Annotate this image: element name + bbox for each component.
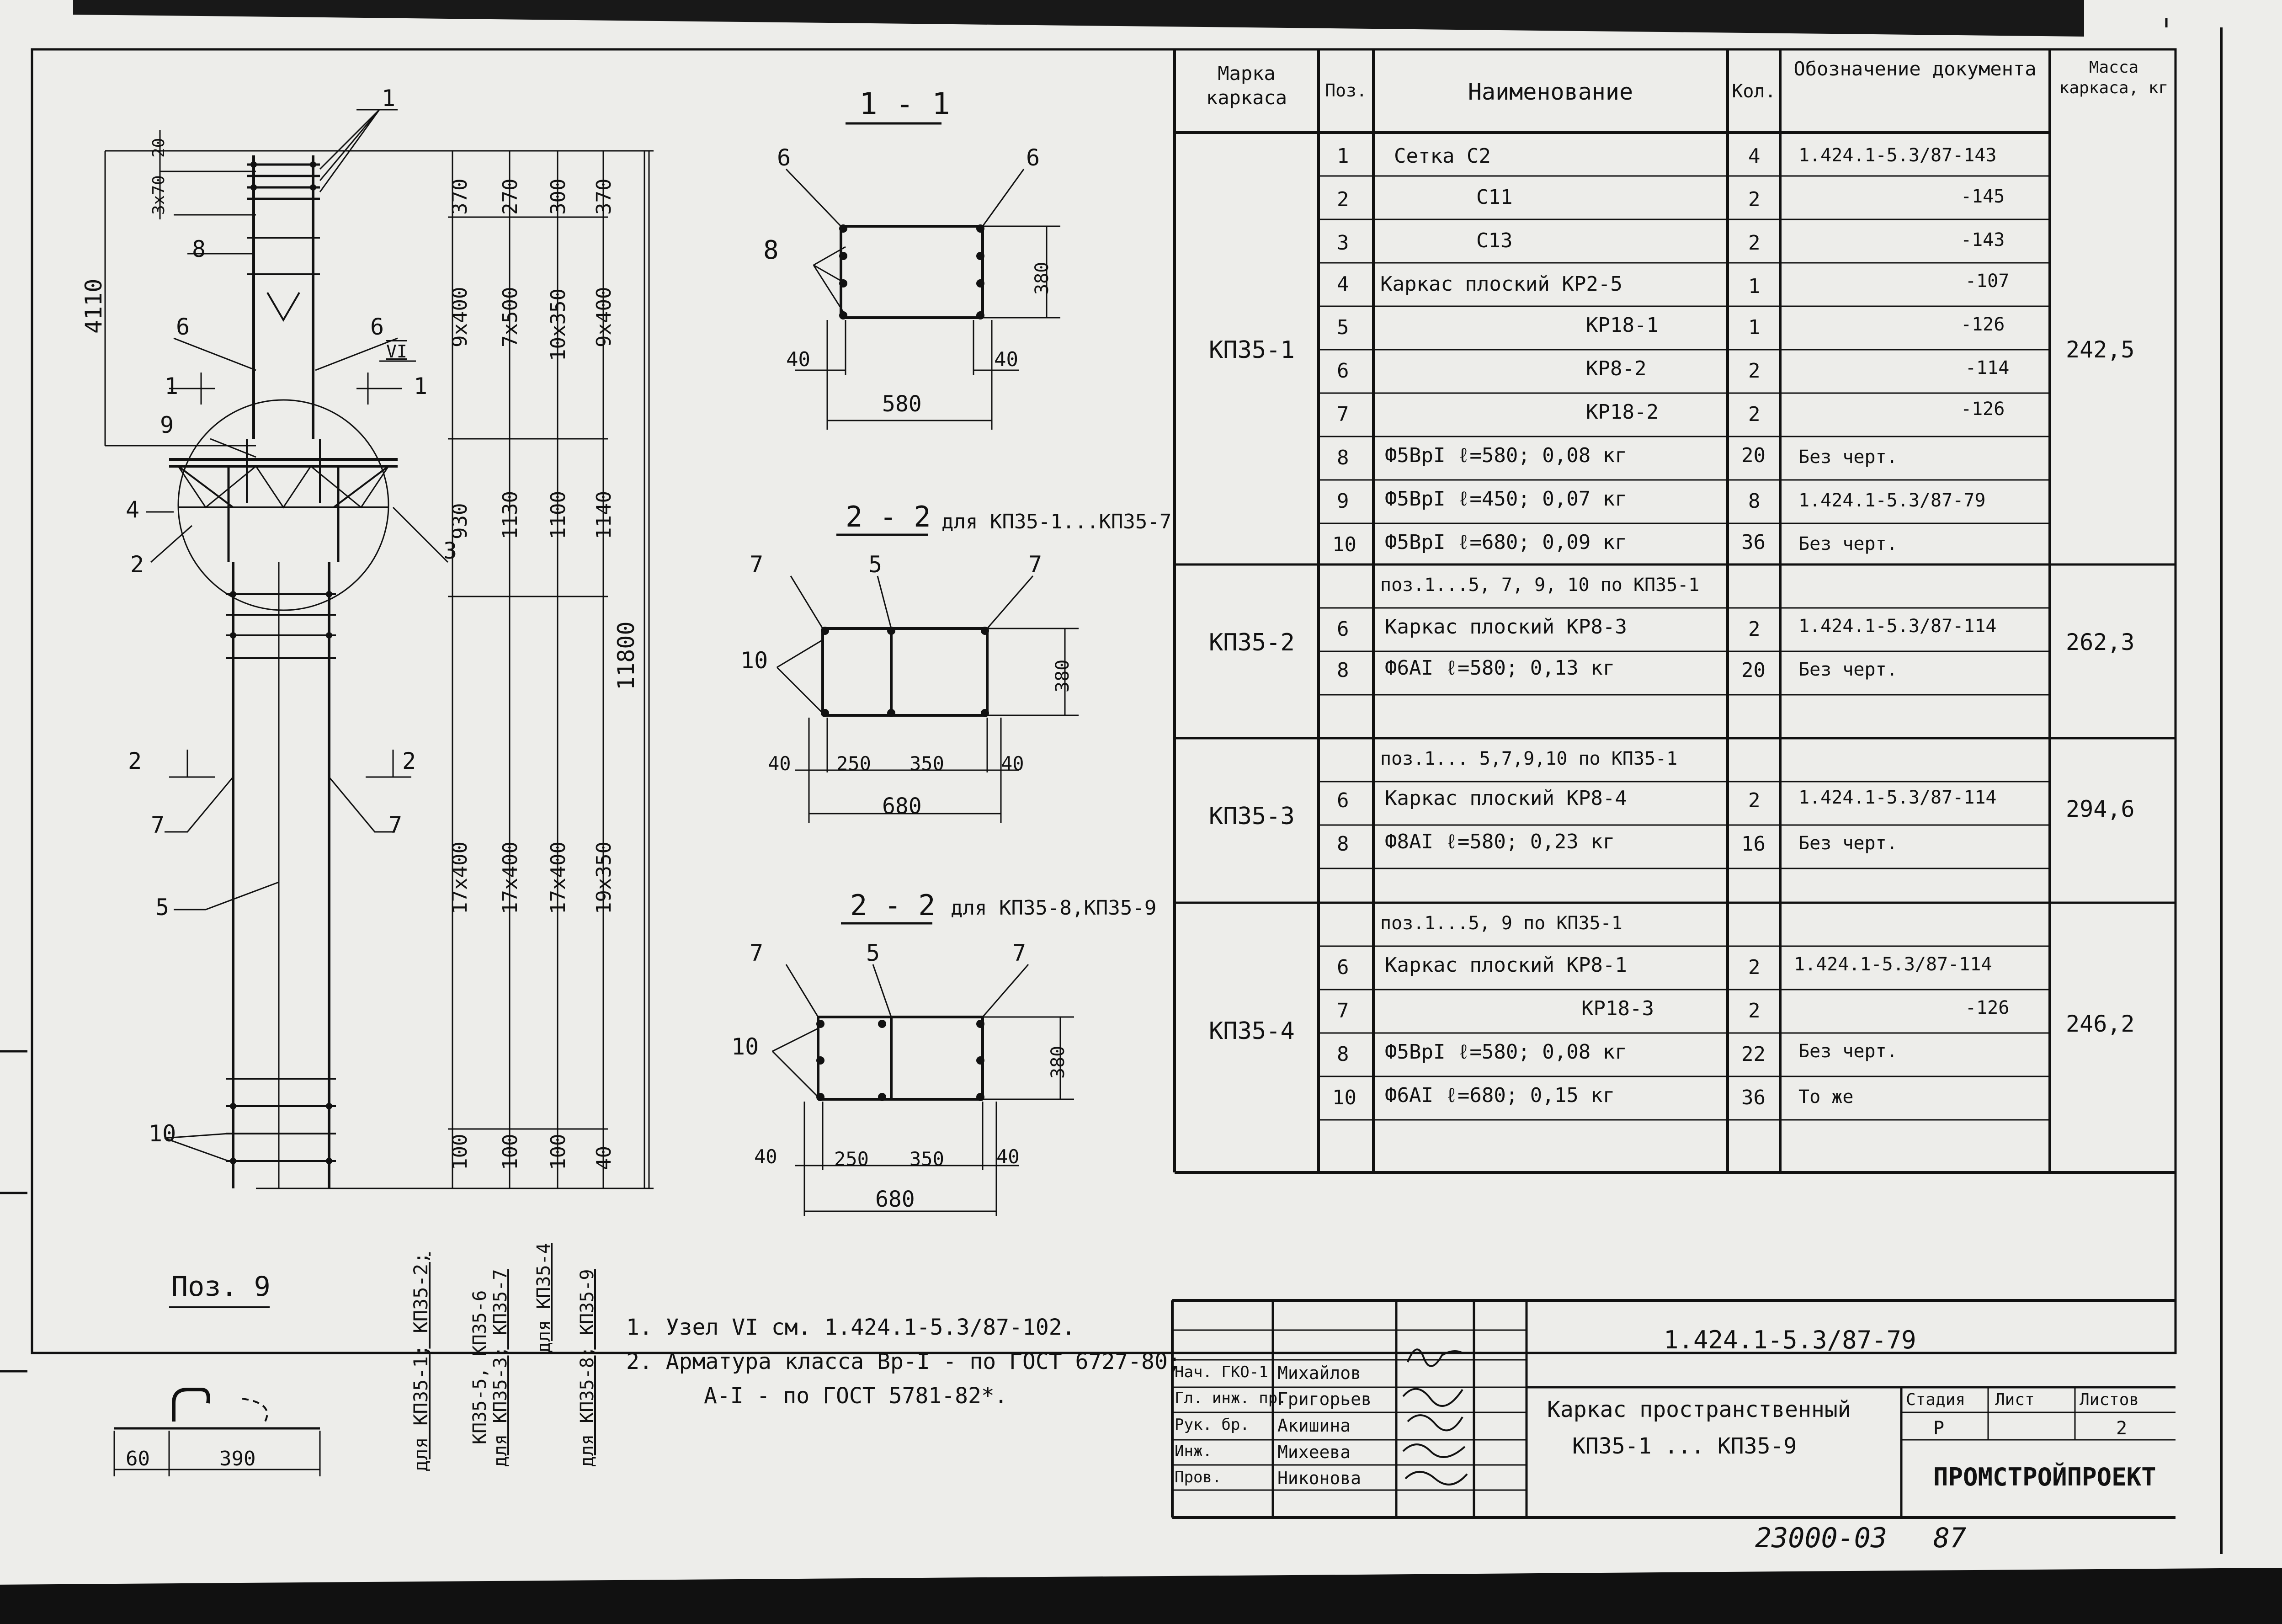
g4-poz: 10 — [1332, 1086, 1356, 1109]
g3-poz: 6 — [1337, 789, 1349, 812]
g1-poz: 9 — [1337, 490, 1349, 513]
g2-kol: 20 — [1741, 659, 1766, 682]
stamp-name: Акишина — [1277, 1416, 1351, 1436]
g4-poz: 8 — [1337, 1043, 1349, 1066]
note-3: А-I - по ГОСТ 5781-82*. — [704, 1383, 1008, 1409]
g2-poz: 8 — [1337, 659, 1349, 682]
g1-doc: -143 — [1961, 229, 2005, 250]
stamp-name: Никонова — [1277, 1468, 1362, 1488]
g1-poz: 7 — [1337, 403, 1349, 426]
g1-name: С13 — [1476, 229, 1513, 252]
stamp-role: Инж. — [1175, 1442, 1212, 1460]
s11-callout-6-right: 6 — [1026, 144, 1040, 171]
g1-poz: 2 — [1337, 188, 1349, 211]
marka-kp35-4: КП35-4 — [1209, 1017, 1295, 1045]
dim-c2-bottom: 100 — [499, 1134, 522, 1170]
s22a-callout-10: 10 — [740, 647, 768, 674]
callout-7-left: 7 — [151, 812, 165, 838]
g1-poz: 4 — [1337, 272, 1349, 296]
dim-c3-upper: 10x350 — [547, 288, 570, 361]
g1-poz: 5 — [1337, 316, 1349, 339]
g1-poz: 1 — [1337, 144, 1349, 168]
callout-6-left: 6 — [176, 314, 190, 340]
stamp-name: Михеева — [1277, 1442, 1351, 1462]
s11-dim-40-left: 40 — [786, 348, 810, 371]
g4-name: КР18-3 — [1581, 997, 1654, 1020]
callout-10: 10 — [149, 1120, 176, 1147]
g4-name: Ф6АI ℓ=680; 0,15 кг — [1385, 1084, 1615, 1107]
g1-kol: 2 — [1748, 231, 1761, 255]
th-doc: Обозначение документа — [1793, 58, 2037, 80]
g1-name: Ф5ВрI ℓ=450; 0,07 кг — [1385, 487, 1627, 511]
g1-poz: 3 — [1337, 231, 1349, 255]
g1-name: КР18-1 — [1586, 314, 1659, 337]
g3-name: поз.1... 5,7,9,10 по КП35-1 — [1380, 748, 1678, 769]
g1-kol: 36 — [1741, 531, 1766, 554]
section-2-2-a — [777, 535, 1079, 823]
callout-6-right: 6 — [370, 314, 384, 340]
s22a-dim-680: 680 — [882, 793, 922, 819]
section-2-2b-title: 2 - 2 — [850, 889, 936, 922]
th-kol: Кол. — [1732, 81, 1776, 102]
stamp-role: Нач. ГКО-1 — [1175, 1363, 1268, 1381]
g1-kol: 8 — [1748, 490, 1761, 513]
dim-4110: 4110 — [80, 278, 107, 334]
mass-kp35-4: 246,2 — [2066, 1011, 2135, 1037]
g3-doc: 1.424.1-5.3/87-114 — [1798, 787, 1997, 808]
s22b-callout-5: 5 — [866, 940, 880, 966]
g4-kol: 36 — [1741, 1086, 1766, 1109]
archive-number: 23000-03 — [1755, 1522, 1887, 1554]
g4-doc: Без черт. — [1798, 1041, 1898, 1062]
col-label-4: для КП35-8; КП35-9 — [577, 1269, 598, 1467]
section-2-2-a-dots — [821, 627, 989, 717]
dim-20: 20 — [149, 138, 168, 158]
elevation-dims — [105, 130, 654, 1188]
dim-total-11800: 11800 — [613, 621, 639, 690]
sheet-label: Лист — [1995, 1390, 2035, 1409]
s22b-dim-680: 680 — [875, 1187, 915, 1212]
dim-c4-upper: 9x400 — [592, 287, 616, 347]
s22b-callout-7-right: 7 — [1012, 940, 1027, 966]
section-mark-2-right: 2 — [402, 748, 416, 774]
poz9-dim-60: 60 — [126, 1447, 150, 1470]
callout-4: 4 — [126, 496, 140, 523]
g1-doc: -145 — [1961, 186, 2005, 207]
marka-kp35-1: КП35-1 — [1209, 336, 1295, 364]
g2-name: Ф6АI ℓ=580; 0,13 кг — [1385, 656, 1615, 680]
s22b-callout-7-left: 7 — [750, 940, 764, 966]
sheets-value: 2 — [2116, 1418, 2128, 1439]
dim-3x70: 3x70 — [149, 175, 168, 215]
section-mark-2-left: 2 — [128, 748, 142, 774]
column-elevation — [169, 155, 398, 1188]
s22b-dim-250: 250 — [834, 1148, 869, 1170]
dim-c4-lower: 19x350 — [592, 841, 616, 914]
poz9-title: Поз. 9 — [171, 1271, 271, 1303]
mass-kp35-2: 262,3 — [2066, 629, 2135, 655]
g4-poz: 7 — [1337, 999, 1349, 1022]
g1-poz: 8 — [1337, 446, 1349, 469]
section-2-2-b — [772, 923, 1074, 1216]
g3-kol: 2 — [1748, 789, 1761, 812]
stamp-name: Михайлов — [1277, 1363, 1362, 1383]
sheets-label: Листов — [2080, 1390, 2139, 1409]
s22a-dim-380: 380 — [1052, 659, 1073, 692]
th-poz: Поз. — [1325, 80, 1367, 101]
g3-poz: 8 — [1337, 832, 1349, 856]
section-2-2b-note: для КП35-8,КП35-9 — [951, 896, 1157, 920]
g1-kol: 2 — [1748, 188, 1761, 211]
callout-9: 9 — [160, 412, 174, 438]
section-2-2a-title: 2 - 2 — [846, 500, 931, 533]
g2-poz: 6 — [1337, 618, 1349, 641]
g2-name: поз.1...5, 7, 9, 10 по КП35-1 — [1380, 575, 1700, 596]
mass-kp35-3: 294,6 — [2066, 796, 2135, 822]
org-name: ПРОМСТРОЙПРОЕКТ — [1933, 1463, 2156, 1491]
g3-name: Каркас плоский КР8-4 — [1385, 787, 1627, 810]
s22a-callout-7-left: 7 — [750, 551, 764, 578]
g1-doc: 1.424.1-5.3/87-143 — [1798, 145, 1997, 166]
th-name: Наименование — [1468, 79, 1633, 105]
g1-doc: -107 — [1965, 271, 2010, 292]
g1-poz: 6 — [1337, 359, 1349, 383]
spec-table-grid — [1175, 50, 2176, 1172]
doc-title-1: Каркас пространственный — [1547, 1397, 1851, 1422]
section-1-1-title: 1 - 1 — [859, 86, 950, 122]
g1-name: Ф5ВрI ℓ=580; 0,08 кг — [1385, 444, 1627, 467]
s22b-dim-380: 380 — [1048, 1045, 1069, 1079]
g1-kol: 20 — [1741, 444, 1766, 467]
s22b-dim-350: 350 — [910, 1148, 944, 1170]
g4-kol: 2 — [1748, 999, 1761, 1022]
stamp-role: Гл. инж. пр. — [1175, 1389, 1287, 1407]
col-label-1b: КП35-5, КП35-6 — [469, 1290, 490, 1444]
g1-kol: 1 — [1748, 316, 1761, 339]
section-1-1-dots — [839, 224, 984, 319]
s22a-callout-5: 5 — [868, 551, 883, 578]
callout-8: 8 — [192, 236, 206, 262]
col-label-3: для КП35-4 — [533, 1243, 554, 1353]
callout-7-right: 7 — [388, 812, 403, 838]
stamp-name: Григорьев — [1277, 1389, 1372, 1409]
section-mark-1-right: 1 — [414, 373, 428, 399]
g3-doc: Без черт. — [1798, 833, 1898, 854]
g4-poz: 6 — [1337, 956, 1349, 979]
doc-title-2: КП35-1 ... КП35-9 — [1572, 1433, 1797, 1459]
col-label-2: для КП35-3; КП35-7 — [490, 1269, 511, 1467]
stamp-role: Пров. — [1175, 1468, 1222, 1486]
col-label-1: для КП35-1; КП35-2; — [410, 1252, 432, 1472]
g3-name: Ф8АI ℓ=580; 0,23 кг — [1385, 830, 1615, 853]
dim-c4-bottom: 40 — [592, 1146, 616, 1170]
g4-doc: То же — [1798, 1086, 1854, 1108]
callout-3: 3 — [443, 538, 457, 564]
dim-c2-upper: 7x500 — [499, 287, 522, 347]
g1-kol: 1 — [1748, 275, 1761, 298]
section-1-1 — [786, 123, 1060, 430]
s22b-dim-40-left: 40 — [754, 1145, 777, 1168]
g4-doc: -126 — [1965, 997, 2010, 1018]
callout-node-vi: VI — [386, 341, 407, 362]
s22a-dim-350: 350 — [910, 752, 944, 775]
mass-kp35-1: 242,5 — [2066, 336, 2135, 363]
marka-kp35-3: КП35-3 — [1209, 803, 1295, 830]
column-bar-dots — [230, 161, 332, 1164]
poz9-dim-390: 390 — [219, 1447, 256, 1470]
g4-name: Каркас плоский КР8-1 — [1385, 953, 1627, 977]
s22a-dim-40-right: 40 — [1001, 752, 1024, 775]
callout-2: 2 — [130, 551, 144, 578]
dim-c4-top: 370 — [592, 178, 616, 215]
stage-value: Р — [1933, 1418, 1945, 1439]
dim-c1-bottom: 100 — [448, 1134, 472, 1170]
dim-c3-lower: 17x400 — [547, 841, 570, 914]
g1-doc: Без черт. — [1798, 447, 1898, 468]
s11-callout-8: 8 — [763, 235, 779, 265]
s22b-dim-40-right: 40 — [996, 1145, 1020, 1168]
doc-code: 1.424.1-5.3/87-79 — [1664, 1326, 1916, 1354]
callout-1: 1 — [382, 85, 396, 112]
g4-kol: 22 — [1741, 1043, 1766, 1066]
g1-doc: -126 — [1961, 399, 2005, 420]
dim-c3-bottom: 100 — [547, 1134, 570, 1170]
stage-label: Стадия — [1906, 1390, 1966, 1409]
dim-c2-top: 270 — [499, 178, 522, 215]
section-2-2-b-dots — [816, 1020, 984, 1101]
s11-dim-580: 580 — [882, 391, 922, 417]
section-mark-1-left: 1 — [165, 373, 179, 399]
g1-name: Ф5ВрI ℓ=680; 0,09 кг — [1385, 531, 1627, 554]
g1-kol: 2 — [1748, 403, 1761, 426]
s22a-dim-40-left: 40 — [768, 752, 791, 775]
g1-kol: 4 — [1748, 144, 1761, 168]
marka-kp35-2: КП35-2 — [1209, 629, 1295, 656]
g1-name: Сетка С2 — [1394, 144, 1491, 168]
g4-name: Ф5ВрI ℓ=580; 0,08 кг — [1385, 1040, 1627, 1064]
g2-name: Каркас плоский КР8-3 — [1385, 615, 1627, 639]
g1-doc: -114 — [1965, 357, 2010, 378]
g2-doc: 1.424.1-5.3/87-114 — [1798, 616, 1997, 637]
s22a-callout-7-right: 7 — [1028, 551, 1043, 578]
dim-c3-top: 300 — [547, 178, 570, 215]
g2-doc: Без черт. — [1798, 659, 1898, 680]
g1-kol: 2 — [1748, 359, 1761, 383]
g2-kol: 2 — [1748, 618, 1761, 641]
th-mass: Масса каркаса, кг — [2059, 58, 2169, 97]
g1-doc: -126 — [1961, 314, 2005, 335]
note-2: 2. Арматура класса Вр-I - по ГОСТ 6727-80; — [626, 1349, 1181, 1374]
dim-c1-lower: 17x400 — [448, 841, 472, 914]
g4-name: поз.1...5, 9 по КП35-1 — [1380, 913, 1622, 934]
s11-callout-6-left: 6 — [777, 144, 791, 171]
node-circle — [178, 400, 388, 610]
s22b-callout-10: 10 — [731, 1033, 759, 1060]
dim-c1-upper: 9x400 — [448, 287, 472, 347]
stamp-role: Рук. бр. — [1175, 1416, 1250, 1434]
g1-doc: Без черт. — [1798, 533, 1898, 554]
s11-dim-40-right: 40 — [994, 348, 1018, 371]
section-2-2a-note: для КП35-1...КП35-7 — [942, 510, 1172, 533]
g4-kol: 2 — [1748, 956, 1761, 979]
s11-dim-380: 380 — [1032, 261, 1053, 295]
g1-name: КР8-2 — [1586, 357, 1647, 380]
g1-name: С11 — [1476, 186, 1513, 209]
g1-doc: 1.424.1-5.3/87-79 — [1798, 490, 1986, 511]
g4-doc: 1.424.1-5.3/87-114 — [1794, 954, 1992, 975]
dim-c1-node: 930 — [448, 503, 472, 539]
signatures — [1399, 1335, 1472, 1490]
g1-name: Каркас плоский КР2-5 — [1380, 272, 1622, 296]
dim-c3-node: 1100 — [547, 491, 570, 539]
g1-poz: 10 — [1332, 533, 1356, 556]
archive-page: 87 — [1933, 1522, 1967, 1554]
callout-5: 5 — [155, 894, 170, 921]
dim-c4-node: 1140 — [592, 491, 616, 539]
s22a-dim-250: 250 — [836, 752, 871, 775]
dim-c2-lower: 17x400 — [499, 841, 522, 914]
dim-c2-node: 1130 — [499, 491, 522, 539]
g3-kol: 16 — [1741, 832, 1766, 856]
th-marka: Марка каркаса — [1206, 62, 1287, 109]
dim-c1-top: 370 — [448, 178, 472, 215]
note-1: 1. Узел VI см. 1.424.1-5.3/87-102. — [626, 1315, 1075, 1340]
g1-name: КР18-2 — [1586, 400, 1659, 424]
